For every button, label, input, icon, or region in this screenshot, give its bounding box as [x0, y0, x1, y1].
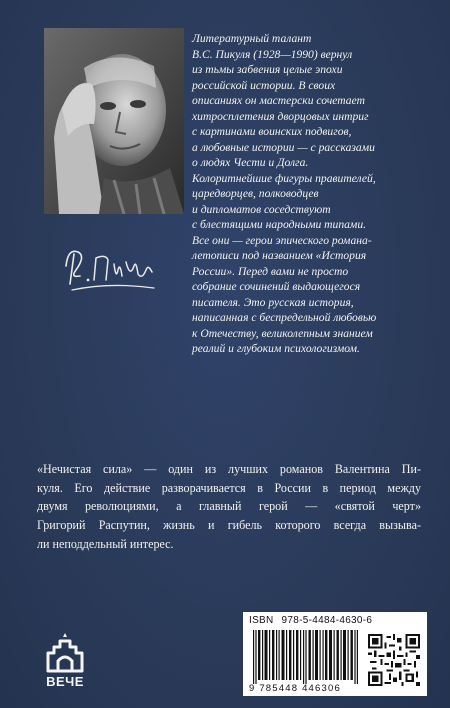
bio-line: Колоритнейшие фигуры правителей,	[192, 171, 376, 185]
bio-line: Литературный талант	[192, 32, 312, 45]
description-line: куля. Его действие разворачивается в России в период между	[37, 480, 421, 495]
bio-line: написанная с беспредельной любовью	[192, 311, 377, 324]
bio-line: с картинами воинских подвигов,	[192, 125, 352, 138]
bio-line: с блестящими народными типами.	[192, 218, 367, 231]
bio-line: а любовные истории — с рассказами	[192, 140, 375, 154]
bio-line: хитросплетения дворцовых интриг	[192, 109, 369, 123]
bio-line: России». Перед вами не просто	[192, 264, 349, 278]
isbn-number: 978-5-4484-4630-6	[281, 615, 373, 626]
bio-line: о людях Чести и Долга.	[192, 156, 309, 169]
bio-line: из тьмы забвения целые эпохи	[192, 63, 343, 76]
bio-line: реалий и глубоким психологизмом.	[192, 342, 360, 355]
ean-barcode	[251, 630, 359, 684]
author-bio	[192, 31, 427, 357]
book-description	[37, 460, 421, 554]
description-line: Григорий Распутин, жизнь и гибель которого всегда вызыва-	[37, 518, 421, 533]
publisher-emblem-icon	[42, 633, 88, 673]
bio-line: царедворцев, полководцев	[192, 187, 319, 200]
publisher-logo	[42, 633, 88, 693]
bio-line: В.С. Пикуля (1928—1990) вернул	[192, 47, 353, 61]
barcode-digits: 9 785448 446306	[249, 683, 341, 694]
bio-line: к Отечеству, великолепным знанием	[192, 326, 373, 340]
barcode-block	[243, 612, 427, 696]
publisher-name: ВЕЧЕ	[46, 674, 84, 689]
bio-line: собрание сочинений выдающегося	[192, 280, 361, 293]
description-line: ли неподдельный интерес.	[37, 536, 174, 551]
bio-line: российской истории. В своих	[192, 78, 336, 92]
bio-line: писателя. Это русская история,	[192, 295, 354, 309]
isbn-text	[249, 615, 372, 626]
author-signature	[60, 240, 160, 296]
bio-line: и дипломатов соседствуют	[192, 202, 331, 216]
description-line: «Нечистая сила» — один из лучших романов Валентина Пи-	[37, 462, 421, 476]
qr-code	[368, 634, 420, 686]
description-line: двумя революциями, а главный герой — «святой черт»	[37, 499, 421, 514]
bio-line: Все они — герои эпического романа-	[192, 233, 372, 247]
bio-line: описаниях он мастерски сочетает	[192, 94, 365, 107]
author-portrait	[44, 28, 184, 214]
bio-line: летописи под названием «История	[192, 249, 367, 262]
isbn-label: ISBN	[249, 615, 274, 626]
